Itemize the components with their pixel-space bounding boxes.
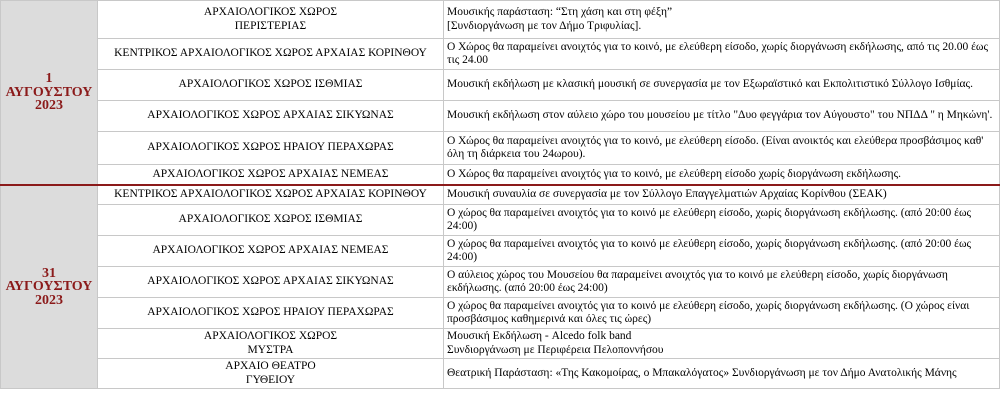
site-name: ΑΡΧΑΙΟΛΟΓΙΚΟΣ ΧΩΡΟΣ ΑΡΧΑΙΑΣ ΝΕΜΕΑΣ xyxy=(152,167,389,180)
description-cell xyxy=(444,1,1000,39)
table-row xyxy=(1,329,1000,359)
site-cell xyxy=(98,39,444,70)
site-cell xyxy=(98,165,444,185)
description-text: Ο χώρος θα παραμείνει ανοιχτός για το κοινό με ελεύθερη είσοδο, χωρίς διοργάνωση εκδήλωσης. (από 20:00 έως 24:00) xyxy=(447,237,972,263)
description-text: Ο Χώρος θα παραμείνει ανοιχτός για το κοινό, με ελεύθερη είσοδο χωρίς διοργάνωση εκδήλωσης. xyxy=(447,167,901,180)
description-text: Μουσική συναυλία σε συνεργασία με τον Σύλλογο Επαγγελματιών Αρχαίας Κορίνθου (ΣΕΑΚ) xyxy=(447,188,887,200)
site-cell xyxy=(98,132,444,165)
date-line: 31 xyxy=(42,265,56,281)
description-text: Ο χώρος θα παραμείνει ανοιχτός για το κοινό με ελεύθερη είσοδο, χωρίς διοργάνωση εκδήλωσης. (από 20:00 έως 24:00) xyxy=(447,206,972,232)
description-cell xyxy=(444,359,1000,389)
site-name: ΠΕΡΙΣΤΕΡΙΑΣ xyxy=(234,19,307,32)
table-row xyxy=(1,236,1000,267)
date-cell xyxy=(1,1,98,185)
site-cell xyxy=(98,359,444,389)
date-line: 1 xyxy=(45,71,53,86)
table-row xyxy=(1,39,1000,70)
site-name: ΜΥΣΤΡΑ xyxy=(247,343,294,356)
date-line: ΑΥΓΟΥΣΤΟΥ xyxy=(5,84,93,100)
table-row xyxy=(1,185,1000,205)
description-cell xyxy=(444,236,1000,267)
description-cell xyxy=(444,165,1000,185)
site-cell xyxy=(98,329,444,359)
table-row xyxy=(1,359,1000,389)
description-text: Μουσικής παράσταση: “Στη χάση και στη φέξη” xyxy=(447,6,673,18)
description-text: Θεατρική Παράσταση: «Της Κακομοίρας, ο Μπακαλόγατος» Συνδιοργάνωση με τον Δήμο Ανατολικής Μάνης xyxy=(447,366,957,379)
site-name: ΑΡΧΑΙΟΛΟΓΙΚΟΣ ΧΩΡΟΣ ΙΣΘΜΙΑΣ xyxy=(178,78,363,91)
table-row xyxy=(1,298,1000,329)
description-text: Συνδιοργάνωση με Περιφέρεια Πελοποννήσου xyxy=(447,343,664,356)
site-name: ΑΡΧΑΙΟΛΟΓΙΚΟΣ ΧΩΡΟΣ ΙΣΘΜΙΑΣ xyxy=(178,213,363,226)
site-name: ΑΡΧΑΙΟΛΟΓΙΚΟΣ ΧΩΡΟΣ ΑΡΧΑΙΑΣ ΣΙΚΥΩΝΑΣ xyxy=(147,109,394,122)
date-line: 2023 xyxy=(35,292,63,308)
site-name: ΑΡΧΑΙΟΛΟΓΙΚΟΣ ΧΩΡΟΣ ΗΡΑΙΟΥ ΠΕΡΑΧΩΡΑΣ xyxy=(147,141,394,154)
description-cell xyxy=(444,185,1000,205)
site-cell xyxy=(98,1,444,39)
table-row xyxy=(1,165,1000,185)
description-cell xyxy=(444,101,1000,132)
description-text: Ο Χώρος θα παραμείνει ανοιχτός για το κοινό, με ελεύθερη είσοδο, χωρίς διοργάνωση εκδήλωσης, από τις 20.00 έως τις 24.00 xyxy=(447,40,989,66)
site-name: ΓΥΘΕΙΟΥ xyxy=(245,373,296,386)
table-row xyxy=(1,267,1000,298)
site-cell xyxy=(98,101,444,132)
site-name: ΑΡΧΑΙΟ ΘΕΑΤΡΟ xyxy=(225,360,316,372)
description-text: Μουσική Εκδήλωση - Alcedo folk band xyxy=(447,330,632,342)
site-name: ΚΕΝΤΡΙΚΟΣ ΑΡΧΑΙΟΛΟΓΙΚΟΣ ΧΩΡΟΣ ΑΡΧΑΙΑΣ ΚΟΡΙΝΘΟΥ xyxy=(114,188,427,200)
table-row xyxy=(1,205,1000,236)
date-cell xyxy=(1,185,98,389)
site-cell xyxy=(98,236,444,267)
table-row xyxy=(1,70,1000,101)
table-row xyxy=(1,132,1000,165)
description-text: Μουσική εκδήλωση στον αύλειο χώρο του μουσείου με τίτλο "Δυο φεγγάρια τον Αύγουστο" του ΝΠΔΔ " η Μηκώνη'. xyxy=(447,109,993,122)
date-line: 2023 xyxy=(35,98,63,113)
description-cell xyxy=(444,39,1000,70)
description-cell xyxy=(444,298,1000,329)
site-name: ΑΡΧΑΙΟΛΟΓΙΚΟΣ ΧΩΡΟΣ ΑΡΧΑΙΑΣ ΣΙΚΥΩΝΑΣ xyxy=(147,275,394,288)
description-text: Ο αύλειος χώρος του Μουσείου θα παραμείνει ανοιχτός για το κοινό με ελεύθερη είσοδο, χωρίς διοργάνωση εκδήλωσης. (από 20:00 έως 24:00) xyxy=(447,268,948,294)
description-cell xyxy=(444,205,1000,236)
description-text: Μουσική εκδήλωση με κλασική μουσική σε συνεργασία με τον Εξωραϊστικό και Εκπολιτιστικό Σύλλογο Ισθμίας. xyxy=(447,78,973,91)
description-text: [Συνδιοργάνωση με τον Δήμο Τριφυλίας]. xyxy=(447,19,642,32)
description-cell xyxy=(444,267,1000,298)
description-cell xyxy=(444,329,1000,359)
site-name: ΑΡΧΑΙΟΛΟΓΙΚΟΣ ΧΩΡΟΣ ΑΡΧΑΙΑΣ ΝΕΜΕΑΣ xyxy=(152,244,389,257)
site-cell xyxy=(98,267,444,298)
description-cell xyxy=(444,132,1000,165)
site-name: ΑΡΧΑΙΟΛΟΓΙΚΟΣ ΧΩΡΟΣ xyxy=(203,6,338,18)
site-cell xyxy=(98,298,444,329)
table-row xyxy=(1,1,1000,39)
site-cell xyxy=(98,70,444,101)
date-line: ΑΥΓΟΥΣΤΟΥ xyxy=(5,279,93,294)
site-name: ΑΡΧΑΙΟΛΟΓΙΚΟΣ ΧΩΡΟΣ xyxy=(203,330,338,342)
table-row xyxy=(1,101,1000,132)
site-name: ΚΕΝΤΡΙΚΟΣ ΑΡΧΑΙΟΛΟΓΙΚΟΣ ΧΩΡΟΣ ΑΡΧΑΙΑΣ ΚΟΡΙΝΘΟΥ xyxy=(114,47,427,60)
site-cell xyxy=(98,205,444,236)
description-text: Ο χώρος θα παραμείνει ανοιχτός για το κοινό με ελεύθερη είσοδο, χωρίς διοργάνωση εκδήλωσης. (Ο χώρος είναι προσβάσιμος καθημερινά και όλες τις ώρες) xyxy=(447,299,970,325)
site-name: ΑΡΧΑΙΟΛΟΓΙΚΟΣ ΧΩΡΟΣ ΗΡΑΙΟΥ ΠΕΡΑΧΩΡΑΣ xyxy=(147,306,394,319)
description-cell xyxy=(444,70,1000,101)
description-text: Ο Χώρος θα παραμείνει ανοιχτός για το κοινό, με ελεύθερη είσοδο. (Είναι ανοικτός και ελεύθερα προσβάσιμος καθ' όλη τη διάρκεια του 24ωρου). xyxy=(447,134,984,160)
site-cell xyxy=(98,185,444,205)
